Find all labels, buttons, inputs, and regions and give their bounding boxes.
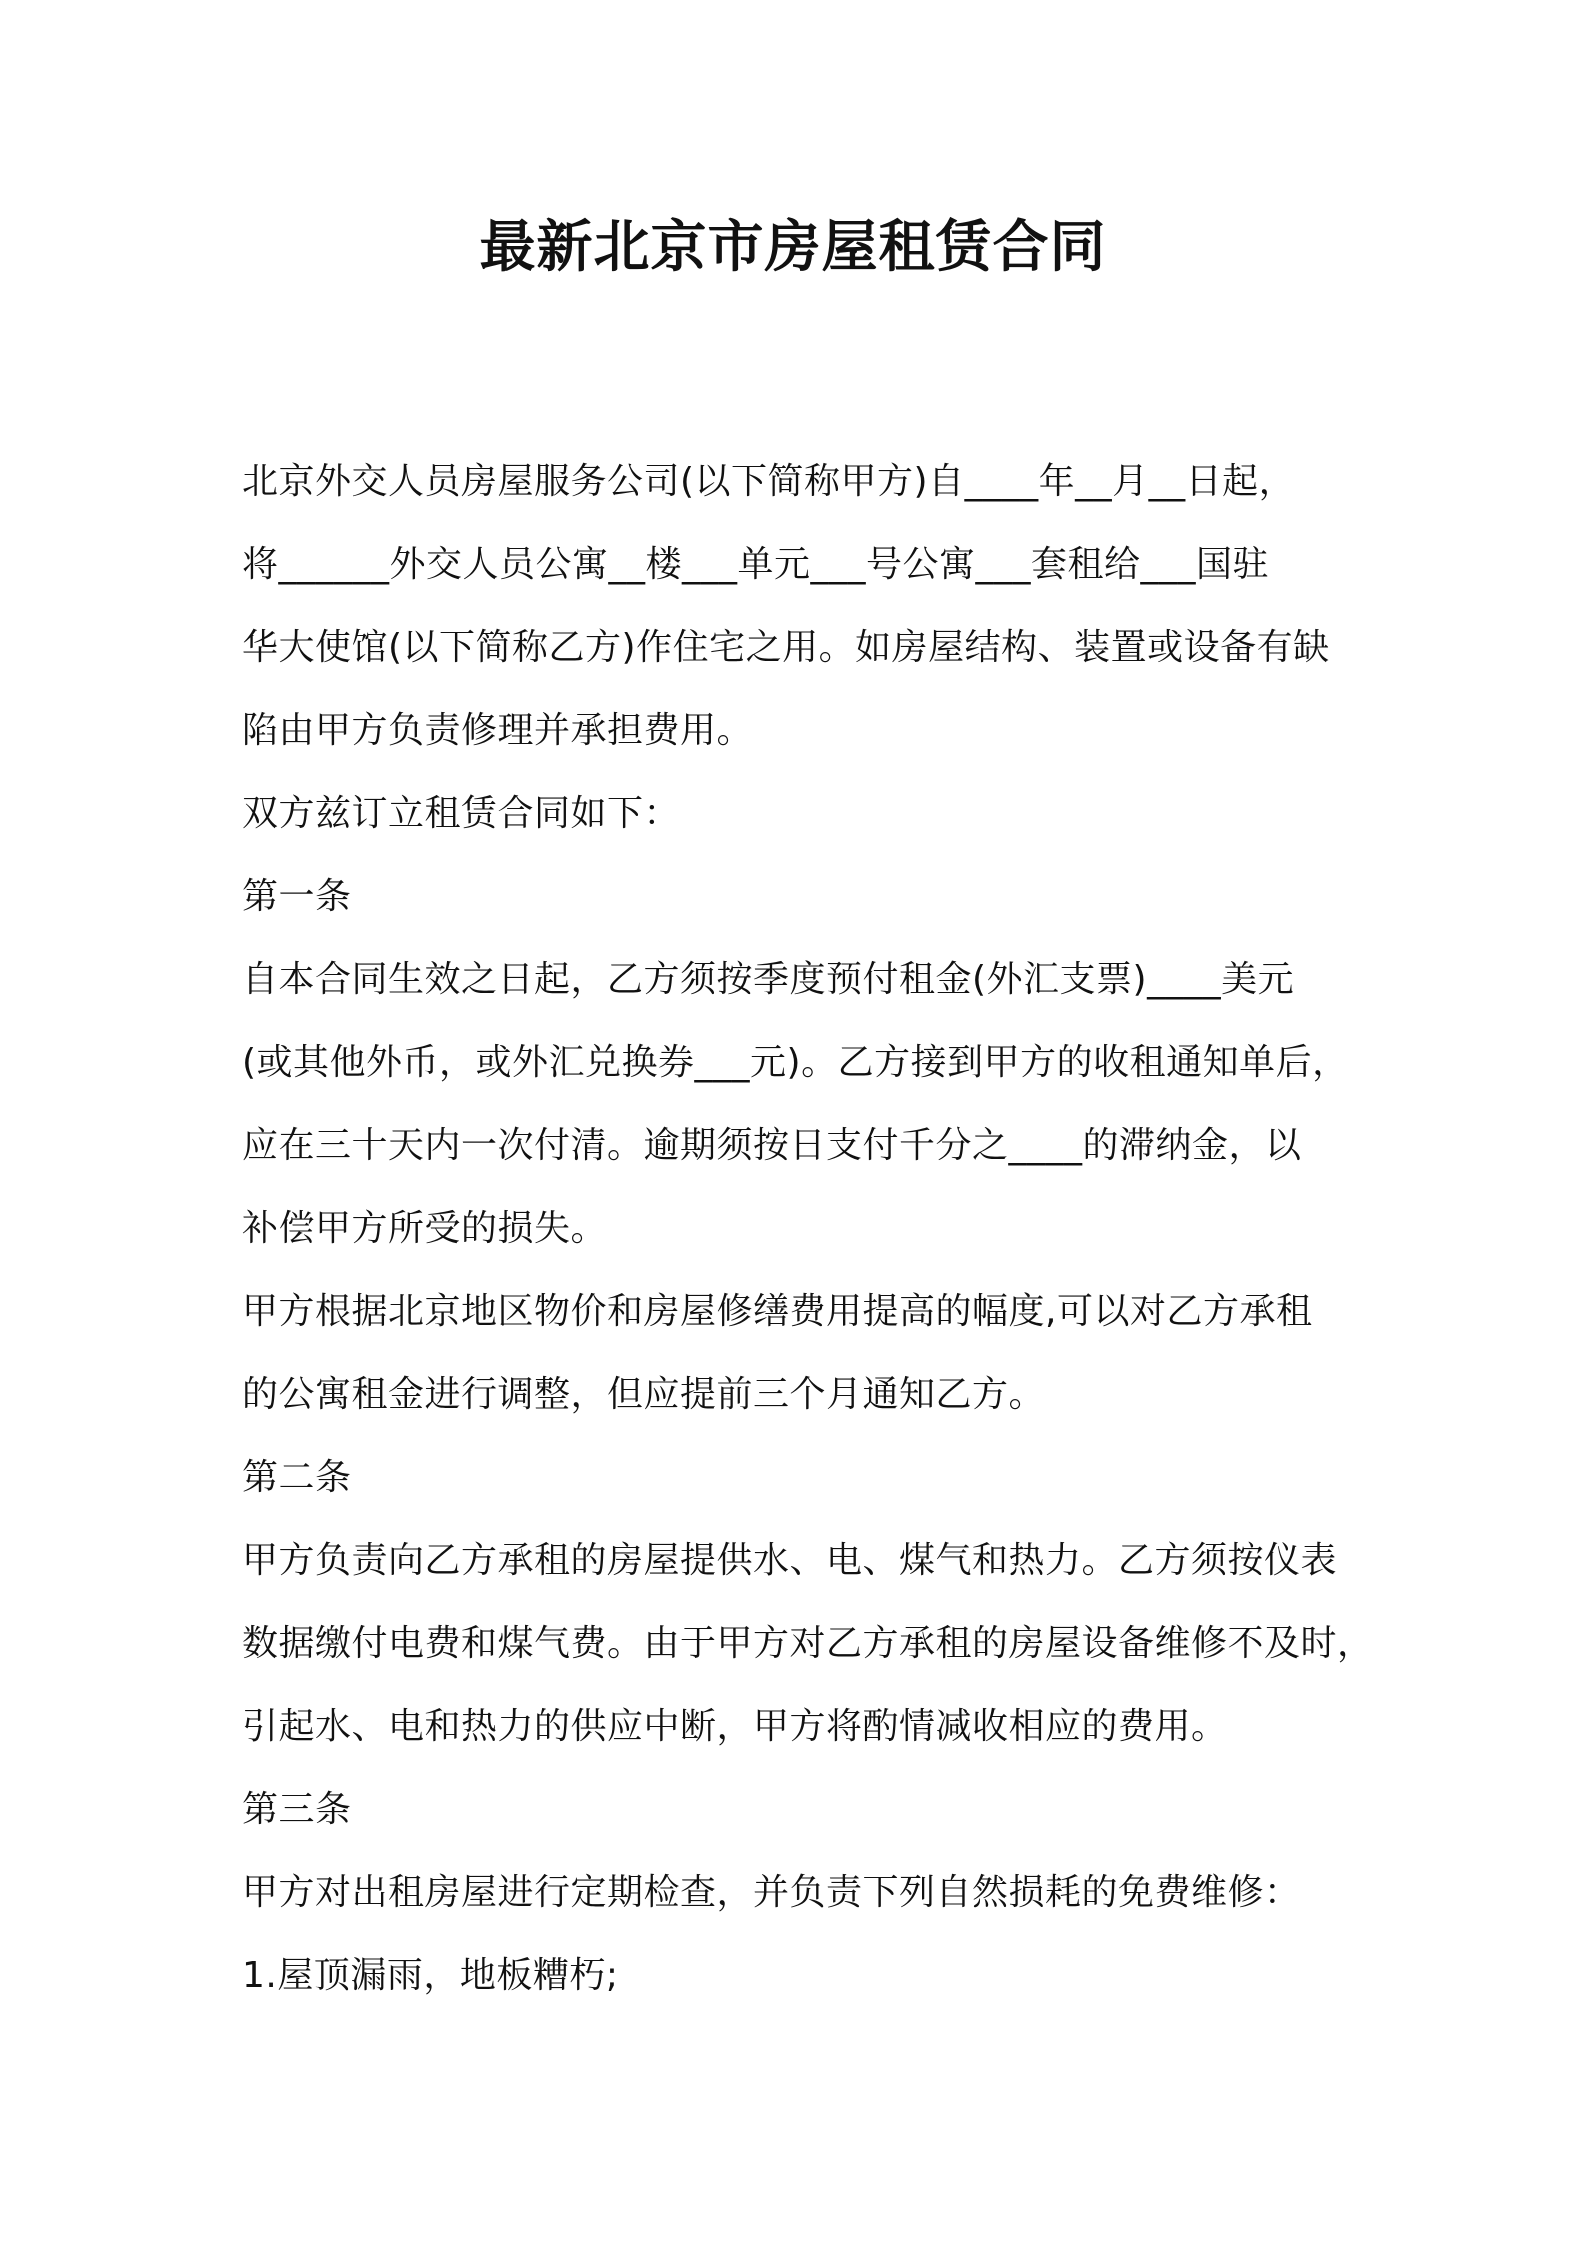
document-body (242, 440, 1382, 2017)
article-heading: 第三条 (242, 1789, 352, 1830)
body-line: 甲方根据北京地区物价和房屋修缮费用提高的幅度,可以对乙方承租 (242, 1291, 1313, 1332)
body-line: 数据缴付电费和煤气费。由于甲方对乙方承租的房屋设备维修不及时， (242, 1623, 1374, 1664)
body-line: 双方兹订立租赁合同如下： (242, 793, 681, 834)
body-line: 陷由甲方负责修理并承担费用。 (242, 710, 754, 751)
body-line: 引起水、电和热力的供应中断，甲方将酌情减收相应的费用。 (242, 1706, 1228, 1747)
body-line: (或其他外币，或外汇兑换券___元)。乙方接到甲方的收租通知单后， (242, 1042, 1349, 1083)
list-item: 1.屋顶漏雨，地板糟朽; (242, 1955, 619, 1996)
article-heading: 第二条 (242, 1457, 352, 1498)
body-line: 华大使馆(以下简称乙方)作住宅之用。如房屋结构、装置或设备有缺 (242, 627, 1330, 668)
body-line: 应在三十天内一次付清。逾期须按日支付千分之____的滞纳金，以 (242, 1125, 1302, 1166)
body-line: 的公寓租金进行调整，但应提前三个月通知乙方。 (242, 1374, 1046, 1415)
body-line: 北京外交人员房屋服务公司(以下简称甲方)自____年__月__日起， (242, 461, 1296, 502)
body-line: 甲方负责向乙方承租的房屋提供水、电、煤气和热力。乙方须按仪表 (242, 1540, 1338, 1581)
body-line: 甲方对出租房屋进行定期检查，并负责下列自然损耗的免费维修： (242, 1872, 1301, 1913)
body-line: 将______外交人员公寓__楼___单元___号公寓___套租给___国驻 (242, 544, 1270, 585)
body-line: 自本合同生效之日起，乙方须按季度预付租金(外汇支票)____美元 (242, 959, 1295, 1000)
article-heading: 第一条 (242, 876, 352, 917)
document-title: 最新北京市房屋租赁合同 (479, 215, 1107, 280)
body-line: 补偿甲方所受的损失。 (242, 1208, 608, 1249)
